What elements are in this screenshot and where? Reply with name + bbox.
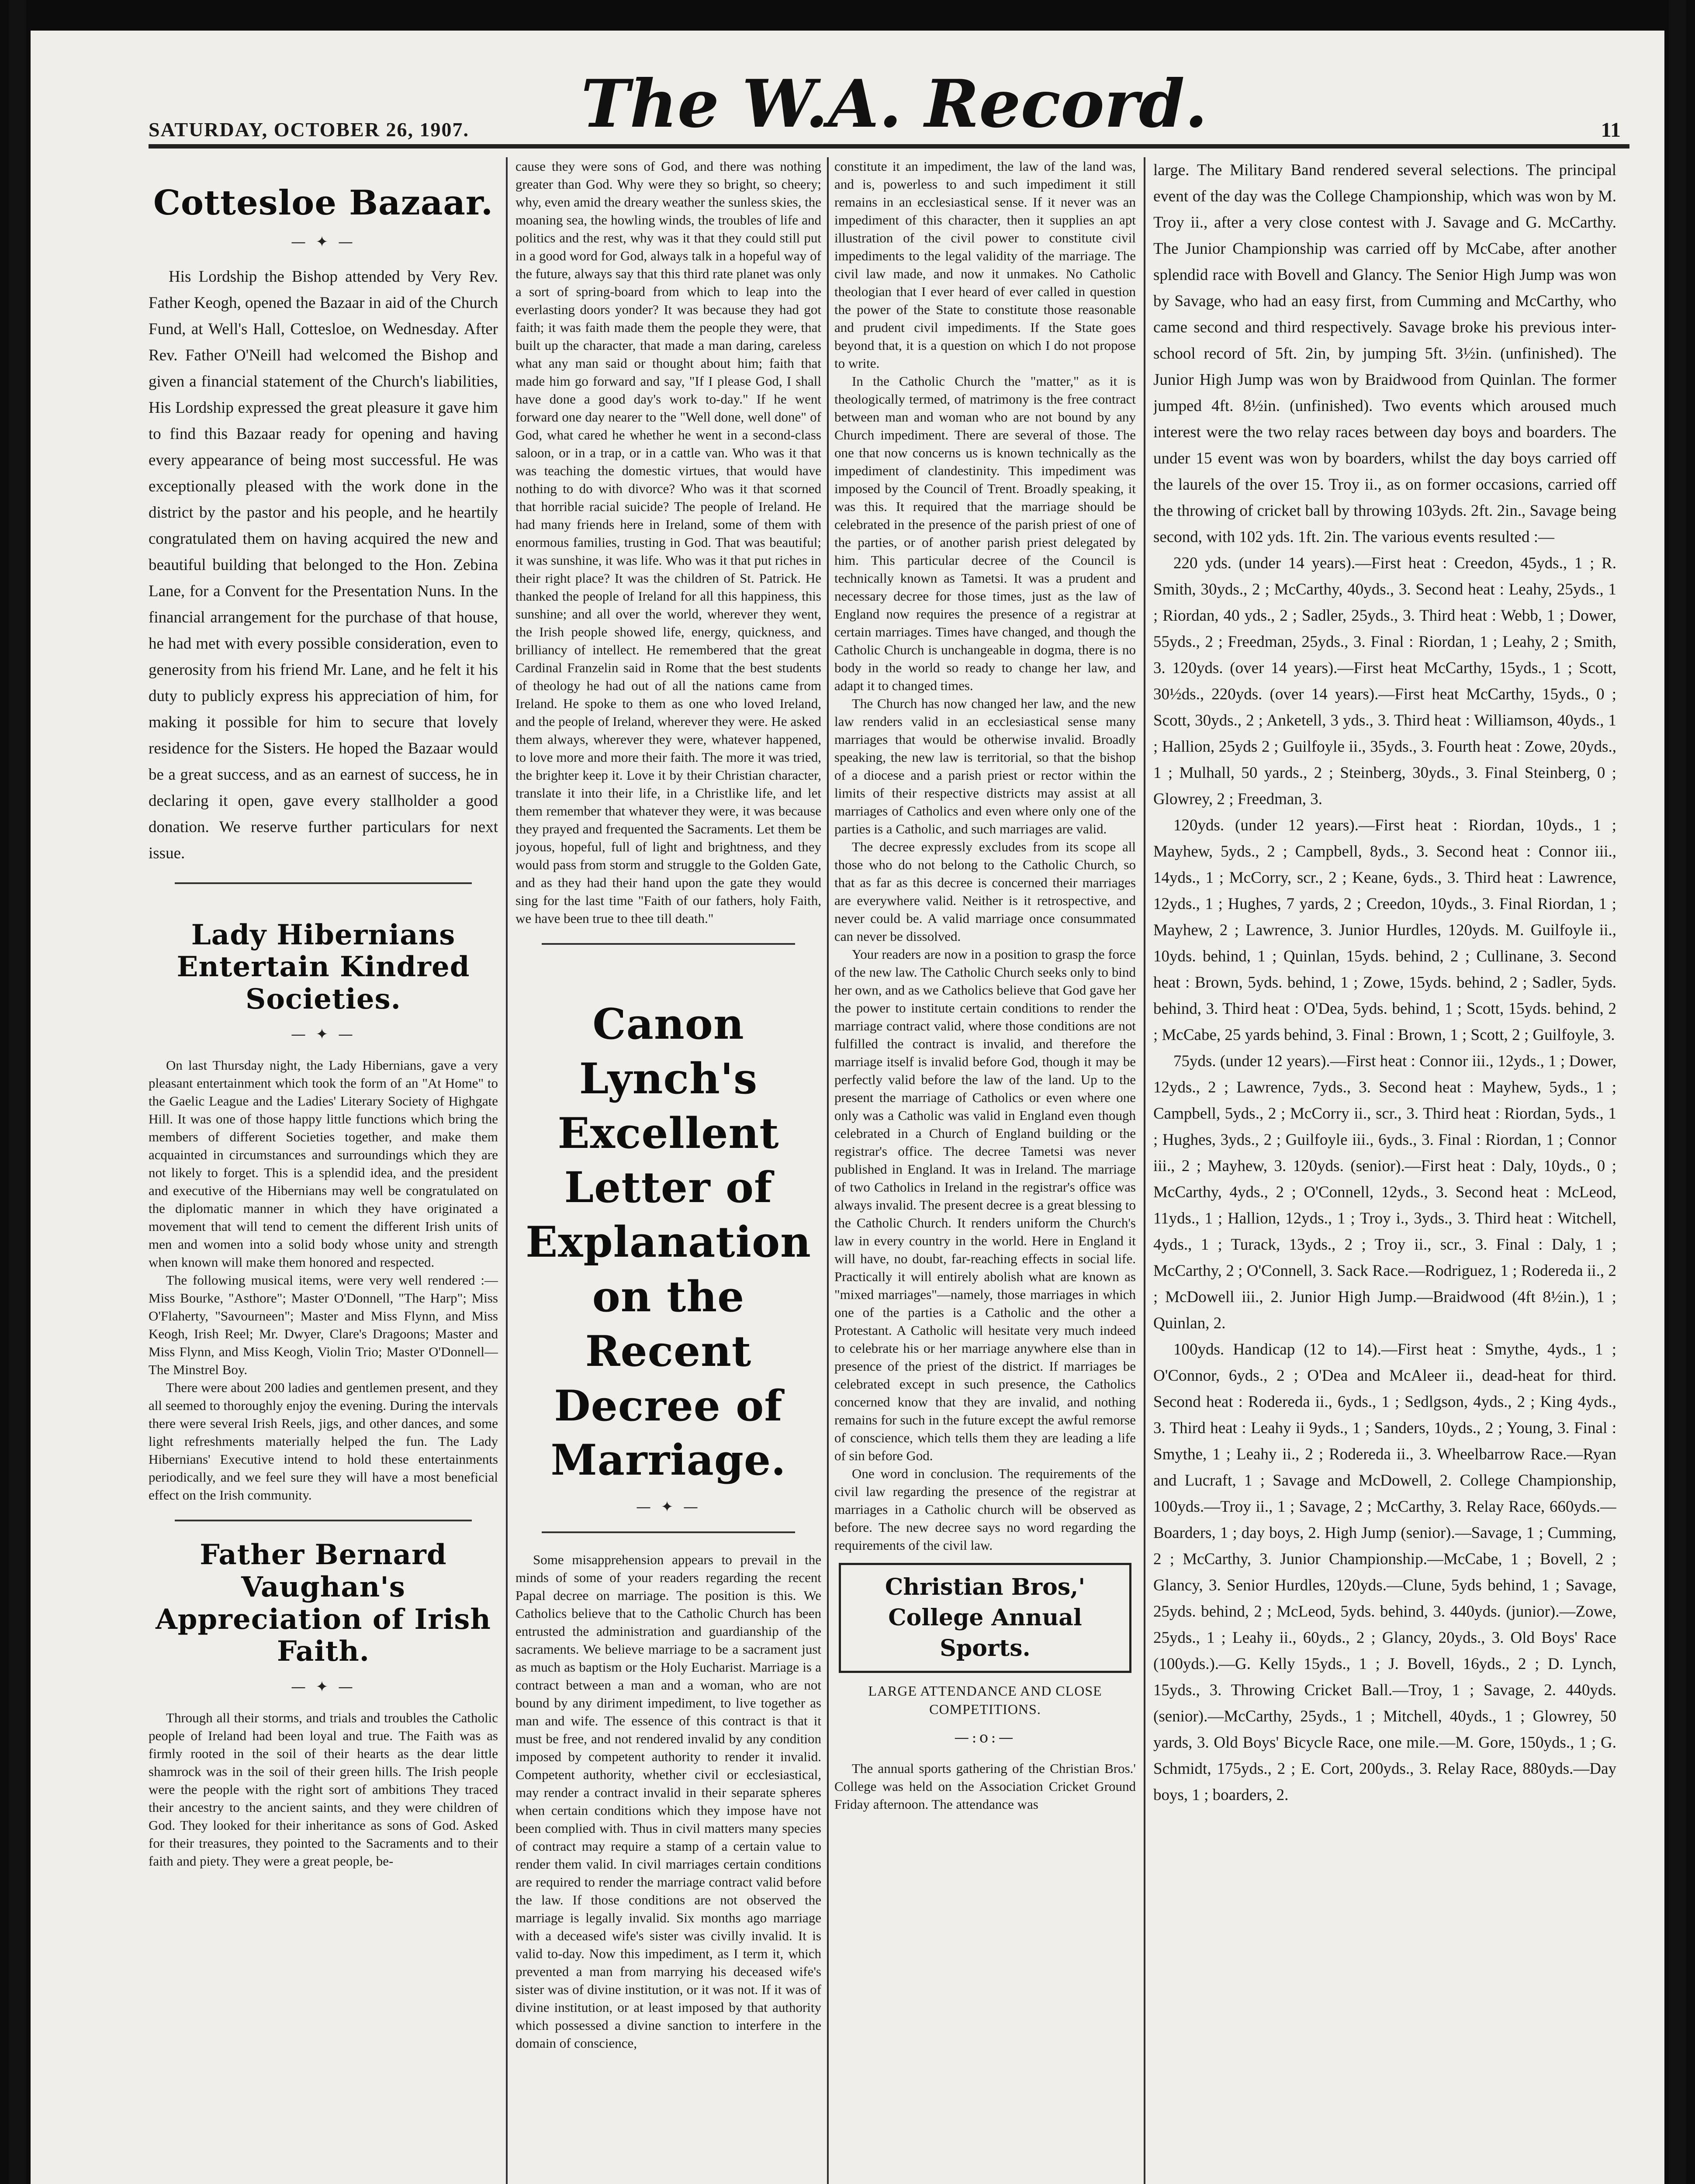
ornament: — ✦ — <box>636 1498 701 1516</box>
column-rule <box>1144 157 1145 2184</box>
page-number: 11 <box>1601 118 1621 142</box>
issue-date: SATURDAY, OCTOBER 26, 1907. <box>149 118 469 141</box>
article-body: The Church has now changed her law, and the new law renders valid in an ecclesiastical sense many marriages that would be otherwise invalid. Broadly speaking, the new law is territorial, so that the bishop of a diocese and a parish priest or rector within the limits of their respective districts may assist at all marriages of Catholics and even where only one of the parties is a Catholic, and such marriages are valid. <box>834 696 1136 836</box>
article-headline: Canon Lynch's Excellent Letter of Explanation on the Recent Decree of Marriage. <box>526 999 811 1485</box>
column-1 <box>149 157 498 2184</box>
article-divider <box>542 1531 795 1533</box>
article-divider <box>175 1520 472 1521</box>
ornament: — ✦ — <box>291 233 356 251</box>
masthead <box>149 66 1621 149</box>
article-body: There were about 200 ladies and gentlemen present, and they all seemed to thoroughly enjoy the evening. During the intervals there were several Irish Reels, jigs, and other dances, and some light refreshments materially helped the fun. The Lady Hibernians' Executive intend to hold these entertainments periodically, and we feel sure they will have a most beneficial effect on the Irish community. <box>149 1380 498 1503</box>
results-list: 75yds. (under 12 years).—First heat : Connor iii., 12yds., 1 ; Dower, 12yds., 2 ; Lawrence, 7yds., 3. Second heat : Mayhew, 5yds., 1 ; Campbell, 5yds., 2 ; McCorry ii., scr., 3. Third heat : Riordan, 5yds., 1 ; Hughes, 3yds., 2 ; Guilfoyle iii., 6yds., 3. Final : Riordan, 1 ; Connor iii., 2 ; Mayhew, 3. 120yds. (senior).—First heat : Daly, 10yds., 0 ; McCarthy, 4yds., 2 ; O'Connell, 12yds., 3. Second heat : McLeod, 11yds., 1 ; Hallion, 12yds., 1 ; Troy i., 3yds., 3. Third heat : Witchell, 4yds., 1 ; Turack, 13yds., 2 ; Troy ii., scr., 3. Final : Daly, 1 ; McCarthy, 2 ; O'Connell, 3. Sack Race.—Rodriguez, 1 ; Rodereda ii., 2 ; McDowell iii., 2. Junior High Jump.—Braidwood (4ft 8½in.), 1 ; Quinlan, 2. <box>1153 1052 1616 1332</box>
column-4 <box>1153 157 1616 2184</box>
results-list: 120yds. (under 12 years).—First heat : Riordan, 10yds., 1 ; Mayhew, 5yds., 2 ; Campbell, 8yds., 3. Second heat : Connor iii., 14yds., 1 ; McCorry, scr., 2 ; Keane, 6yds., 3. Third heat : Lawrence, 12yds., 1 ; Hughes, 7 yards, 2 ; Creedon, 10yds., 3. Final Riordan, 1 ; Mayhew, 2 ; Lawrence, 3. Junior Hurdles, 120yds. M. Guilfoyle ii., 10yds. behind, 1 ; Quinlan, 15yds. behind, 2 ; Cullinane, 3. Second heat : Brown, 5yds. behind, 1 ; Zowe, 15yds. behind, 2 ; Sadler, 5yds. behind, 3. Third heat : O'Dea, 5yds. behind, 1 ; Scott, 15yds. behind, 2 ; McCabe, 25 yards behind, 3. Final : Brown, 1 ; Scott, 2 ; Guilfoyle, 3. <box>1153 816 1616 1044</box>
article-body: On last Thursday night, the Lady Hibernians, gave a very pleasant entertainment which took the form of an "At Home" to the Gaelic League and the Ladies' Literary Society of Highgate Hill. It was one of those happy little functions which bring the members of different Societies together, and make them acquainted in circumstances and surroundings which they are not likely to forget. This is a splendid idea, and the president and executive of the Hibernians may well be congratulated on the diplomatic manner in which they have originated a movement that will tend to cement the different Irish units of men and women into a solid body whose unity and strength when known will make them honored and respected. <box>149 1057 498 1270</box>
results-list: 220 yds. (under 14 years).—First heat : Creedon, 45yds., 1 ; R. Smith, 30yds., 2 ; McCarthy, 40yds., 3. Second heat : Leahy, 25yds., 1 ; Riordan, 40 yds., 2 ; Sadler, 25yds., 3. Third heat : Webb, 1 ; Dower, 55yds., 2 ; Freedman, 25yds., 3. Final : Riordan, 1 ; Leahy, 2 ; Smith, 3. 120yds. (over 14 years).—First heat McCarthy, 15yds., 1 ; Scott, 30½ds., 220yds. (over 14 years).—First heat McCarthy, 15yds., 0 ; Scott, 30yds., 2 ; Anketell, 3 yds., 3. Third heat : Williamson, 40yds., 1 ; Hallion, 25yds 2 ; Guilfoyle ii., 35yds., 3. Fourth heat : Zowe, 20yds., 1 ; Mulhall, 50 yards., 2 ; Steinberg, 30yds., 3. Final Steinberg, 0 ; Glowrey, 2 ; Freedman, 3. <box>1153 554 1616 808</box>
article-divider <box>175 882 472 884</box>
article-body: cause they were sons of God, and there was nothing greater than God. Why were they so bright, so cheery; why, even amid the dreary weather the sunless skies, the moaning sea, the howling winds, the troubles of life and politics and the rest, why was it that they could still put in a good word for God, always talk in a hopeful way of the future, always say that this third rate planet was only a sort of spring-board from which to leap into the everlasting doors yonder? It was because they had got faith; it was faith made them the people they were, that built up the character, that made a man daring, careless what any man said or thought about him; faith that made him go forward and say, "If I please God, I shall have done a good day's work to-day." If he went forward one day nearer to the "Well done, well done" of God, what cared he whether he went in a second-class saloon, or in a trap, or in a cattle van. Who was it that was teaching the domestic virtues, that would have nothing to do with divorce? Who was it that scorned that horrible racial suicide? The people of Ireland. He had many friends here in Ireland, some of them with enormous families, trusting in God. That was beautiful; it was sunshine, it was life. Who was it that put riches in their right place? It was the children of St. Patrick. He thanked the people of Ireland for all this happiness, this sunshine; and all over the world, wherever they went, the Irish people showed life, energy, quickness, and brilliancy of intellect. He remembered that the great Cardinal Franzelin said in Rome that the best students of theology he had out of all the nations came from Ireland. He spoke to them as one who loved Ireland, and the people of Ireland, wherever they were. He asked them always, wherever they were, whatever happened, to love more and more their faith. The more it was tried, the brighter keep it. Love it by their Christian character, translate it into their life, in a Christlike life, and let them remember that whatever they were, it was because they prayed and frequented the Sacraments. Let them be joyous, hopeful, full of light and brightness, and they would pass from storm and struggle to the Golden Gate, and as they had their hand upon the gate they would sing for the last time "Faith of our fathers, holy Faith, we have been true to thee till death." <box>515 159 821 926</box>
article-headline: Lady Hibernians Entertain Kindred Societies. <box>176 918 470 1016</box>
article-body: The annual sports gathering of the Christian Bros.' College was held on the Association Cricket Ground Friday afternoon. The attendance was <box>834 1761 1136 1812</box>
film-margin-left <box>9 0 26 2184</box>
article-headline: Father Bernard Vaughan's Appreciation of Irish Faith. <box>156 1538 491 1668</box>
column-rule <box>506 157 508 2184</box>
ornament: — ✦ — <box>291 1026 356 1044</box>
article-divider <box>542 943 795 945</box>
article-body: Some misapprehension appears to prevail in the minds of some of your readers regarding the recent Papal decree on marriage. The position is this. We Catholics believe that to the Catholic Church has been entrusted the administration and guardianship of the sacraments. We believe marriage to be a sacrament just as much as baptism or the Holy Eucharist. Marriage is a contract between a man and a woman, who are not bound by any diriment impediment, to live together as man and wife. The essence of this contract is that it must be free, and not rendered invalid by any condition imposed by competent authority to render it invalid. Competent authority, whether civil or ecclesiastical, may render a contract invalid in their separate spheres when certain conditions which they impose have not been complied with. Thus in civil matters many species of contract may require a stamp of a certain value to render them valid. In civil marriages certain conditions are required to render the marriage contract valid before the law. If those conditions are not observed the marriage is legally invalid. Six months ago marriage with a deceased wife's sister was civilly invalid. It is valid to-day. Now this impediment, as I term it, which prevented a man from marrying his deceased wife's sister was of divine institution, or it was not. If it was of divine institution, or at least imposed by that authority which possessed a divine sanction to interfere in the domain of conscience, <box>515 1552 821 2051</box>
article-body: In the Catholic Church the "matter," as it is theologically termed, of matrimony is the free contract between man and woman who are not bound by any Church impediment. There are several of those. The one that now concerns us is known technically as the impediment of clandestinity. This impediment was imposed by the Council of Trent. Broadly speaking, it was this. It required that the marriage should be celebrated in the presence of the parish priest of one of the parties, or of another parish priest delegated by him. This particular decree of the Council is technically known as Tametsi. It was a prudent and necessary decree for those times, just as the law of England now requires the presence of a registrar at certain marriages. Times have changed, and though the Catholic Church is unchangeable in dogma, there is no body in the world so ready to change her law, and adapt it to changed times. <box>834 373 1136 693</box>
article-body: large. The Military Band rendered several selections. The principal event of the day was the College Championship, which was won by M. Troy ii., after a very close contest with J. Savage and G. McCarthy. The Junior Championship was carried off by McCabe, after another splendid race with Bovell and Glancy. The Senior High Jump was won by Savage, who had an easy first, from Cumming and McCarthy, who came second and third respectively. Savage broke his previous inter-school record of 5ft. 2in, by jumping 5ft. 3½in. (unfinished). The Junior High Jump was won by Braidwood from Quinlan. The former jumped 4ft. 8½in. (unfinished). Two events which aroused much interest were the two relay races between day boys and boarders. The under 15 event was won by boarders, whilst the day boys carried off the laurels of the over 15. Troy ii., as on former occasions, carried off the throwing of cricket ball by throwing 103yds. 2ft. 2in., Savage being second, with 102 yds. 1ft. 2in. The various events resulted :— <box>1153 161 1616 546</box>
results-list: 100yds. Handicap (12 to 14).—First heat : Smythe, 4yds., 1 ; O'Connor, 6yds., 2 ; O'Dea and McAleer ii., dead-heat for third. Second heat : Rodereda ii., 6yds., 1 ; Sedlgson, 4yds., 2 ; King 4yds., 3. Third heat : Leahy ii 9yds., 1 ; Sanders, 10yds., 2 ; Young, 3. Final : Smythe, 1 ; Leahy ii., 2 ; Rodereda ii., 3. Wheelbarrow Race.—Ryan and Lucraft, 1 ; Savage and McDowell, 2. College Championship, 100yds.—Troy ii., 1 ; Savage, 2 ; McCarthy, 3. Relay Race, 660yds.—Boarders, 1 ; day boys, 2. High Jump (senior).—Savage, 1 ; Cumming, 2 ; McCarthy, 3. Junior Championship.—McCabe, 1 ; Bovell, 2 ; Glancy, 3. Senior Hurdles, 120yds.—Clune, 5yds behind, 1 ; Savage, 25yds. behind, 2 ; McLeod, 5yds. behind, 3. 440yds. (junior).—Zowe, 25yds., 1 ; Leahy ii., 60yds., 2 ; Glancy, 20yds., 3. Old Boys' Race (100yds.).—G. Kelly 15yds., 1 ; J. Bovell, 16yds., 2 ; D. Lynch, 15yds., 3. Throwing Cricket Ball.—Troy, 1 ; Savage, 2. 440yds. (senior).—McCarthy, 25yds., 1 ; Mitchell, 40yds., 1 ; Glowrey, 50 yards, 3. Old Boys' Bicycle Race, one mile.—M. Gore, 150yds., 1 ; G. Schmidt, 175yds., 2 ; E. Cort, 200yds., 3. Relay Race, 880yds.—Day boys, 1 ; boarders, 2. <box>1153 1341 1616 1804</box>
article-body: His Lordship the Bishop attended by Very Rev. Father Keogh, opened the Bazaar in aid of the Church Fund, at Well's Hall, Cottesloe, on Wednesday. After Rev. Father O'Neill had welcomed the Bishop and given a financial statement of the Church's liabilities, His Lordship expressed the great pleasure it gave him to find this Bazaar ready for opening and having every appearance of being most successful. He was exceptionally pleased with the work done in the district by the pastor and his people, and he heartily congratulated them on having acquired the new and beautiful building that belonged to the Hon. Zebina Lane, for a Convent for the Presentation Nuns. In the financial arrangement for the purchase of that house, he had met with every possible consideration, even to generosity from his friend Mr. Lane, and he felt it his duty to publicly express his appreciation of him, for making it possible for him to secure that lovely residence for the Sisters. He hoped the Bazaar would be a great success, and as an earnest of success, he in declaring it open, gave every stallholder a good donation. We reserve further particulars for next issue. <box>149 267 498 862</box>
film-margin-right <box>1669 0 1686 2184</box>
masthead-rule <box>149 144 1629 149</box>
column-2 <box>515 157 821 2184</box>
article-body: Through all their storms, and trials and troubles the Catholic people of Ireland had been loyal and true. The Faith was as firmly rooted in the soil of their hearts as the dear little shamrock was in the soil of their green hills. The Irish people were the people with the right sort of ambitions They traced their ancestry to the ancient saints, and they were children of God. They looked for their inheritance as sons of God. Asked for their treasures, they pointed to the Sacraments and to their faith and piety. They were a great people, be- <box>149 1710 498 1869</box>
article-body: The decree expressly excludes from its scope all those who do not belong to the Catholic Church, so that as far as this decree is concerned their marriages are everywhere valid. Neither is it retrospective, and never could be. A valid marriage once consummated can never be dissolved. <box>834 839 1136 944</box>
column-3 <box>834 157 1136 2184</box>
ornament: — ✦ — <box>291 1678 356 1696</box>
newspaper-title: The W.A. Record. <box>581 66 1208 142</box>
ornament: —:o:— <box>954 1729 1016 1746</box>
article-body: The following musical items, were very well rendered :—Miss Bourke, "Asthore"; Master O'Donnell, "The Harp"; Miss O'Flaherty, "Savourneen"; Master and Miss Flynn, and Miss Keogh, Irish Reel; Mr. Dwyer, Clare's Dragoons; Master and Miss Flynn, and Miss Keogh, Violin Trio; Master O'Donnell—The Minstrel Boy. <box>149 1272 498 1378</box>
column-rule <box>827 157 829 2184</box>
article-body: Your readers are now in a position to grasp the force of the new law. The Catholic Church seeks only to bind her own, and as we Catholics believe that God gave her the power to institute certain conditions to render the marriage contract valid, where those conditions are not fulfilled the contract is invalid, and therefore the marriage itself is invalid before God, though it may be perfectly valid before the law of the land. Up to the present the marriage of Catholics or even where one only was a Catholic was valid in England even though celebrated in a Church of England building or the registrar's office. The decree Tametsi was never published in England. It was in Ireland. The marriage of two Catholics in Ireland in the registrar's office was always invalid. The present decree is a great blessing to the Catholic Church. It renders uniform the Church's law in every country in the world. Here in England it will have, no doubt, far-reaching effects in social life. Practically it will entirely abolish what are known as "mixed marriages"—namely, those marriages in which one of the parties is a Catholic and the other a Protestant. A Catholic will hesitate very much indeed to celebrate his or her marriage anywhere else than in presence of the priest of the district. If marriages be celebrated except in such presence, the Catholics concerned know that they are invalid, and nothing remains for such in the future except the awful remorse of conscience, which tells them they are leading a life of sin before God. <box>834 947 1136 1463</box>
article-body: One word in conclusion. The requirements of the civil law regarding the presence of the registrar at marriages in a Catholic church will be observed as before. The new decree says no word regarding the requirements of the civil law. <box>834 1466 1136 1553</box>
article-headline-box: Christian Bros,' College Annual Sports. <box>839 1563 1131 1673</box>
article-body: constitute it an impediment, the law of the land was, and is, powerless to and such impediment it still remains in an ecclesiastical sense. If it never was an impediment of this character, then it supplies an apt illustration of the civil power to constitute civil impediments to the legal validity of the marriage. The civil law made, and now it unmakes. No Catholic theologian that I ever heard of ever called in question the power of the State to constitute those reasonable and prudent civil impediments. If the State goes beyond that, it is a question on which I do not propose to write. <box>834 159 1136 371</box>
article-subheadline: LARGE ATTENDANCE AND CLOSE COMPETITIONS. <box>868 1683 1102 1717</box>
article-headline: Cottesloe Bazaar. <box>153 183 494 223</box>
